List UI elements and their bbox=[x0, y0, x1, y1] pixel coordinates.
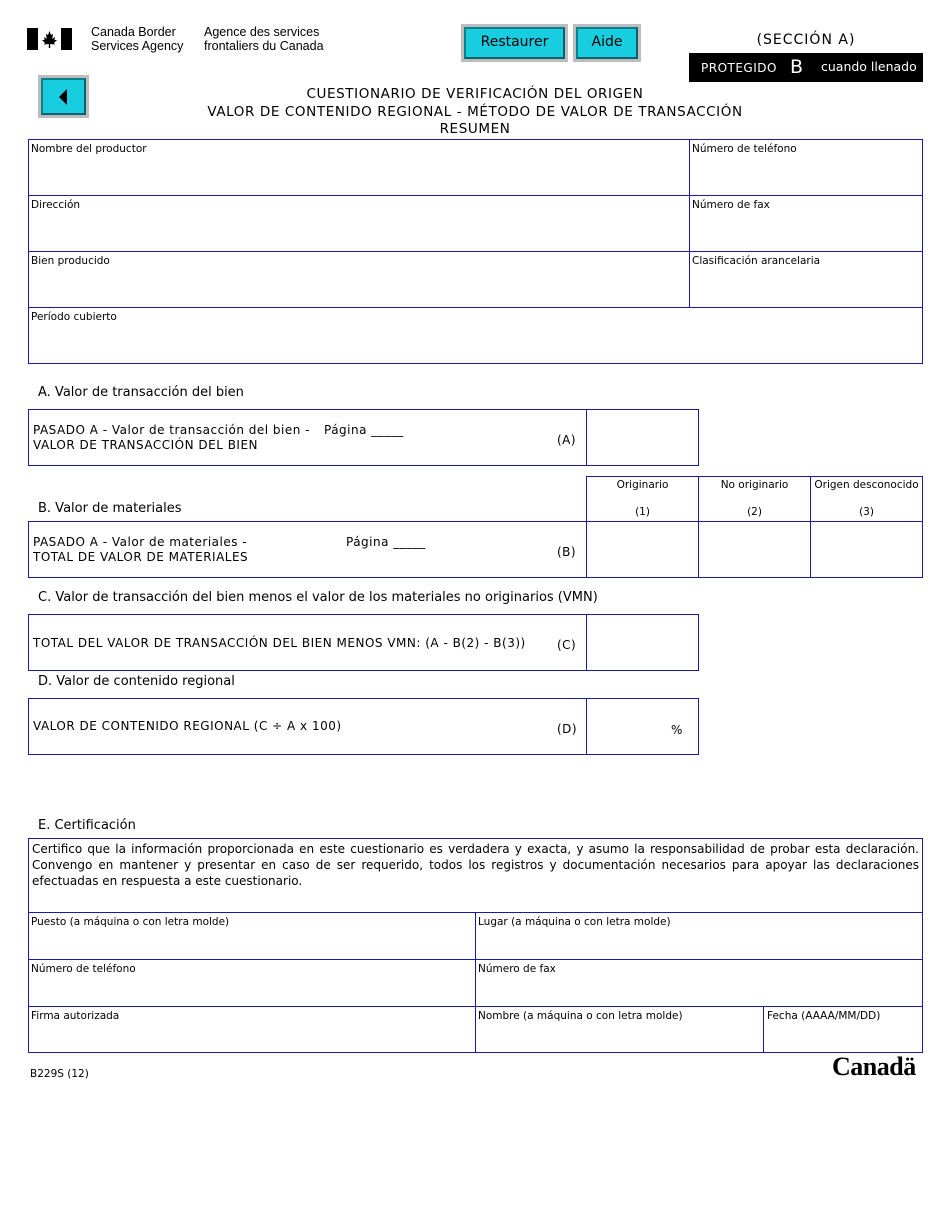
section-label: (SECCIÓN A) bbox=[756, 32, 856, 48]
agency-name-fr bbox=[204, 25, 324, 53]
address-label: Dirección bbox=[31, 199, 81, 211]
section-a-line2: VALOR DE TRANSACCIÓN DEL BIEN bbox=[33, 438, 259, 452]
section-a-heading: A. Valor de transacción del bien bbox=[38, 385, 244, 400]
protected-level: B bbox=[790, 56, 804, 78]
agency-en-line2: Services Agency bbox=[91, 39, 184, 53]
protected-label: PROTEGIDO bbox=[701, 61, 777, 75]
col-unknown-num: (3) bbox=[859, 506, 874, 518]
period-covered-label: Período cubierto bbox=[31, 311, 117, 323]
date-label: Fecha (AAAA/MM/DD) bbox=[767, 1010, 881, 1022]
position-label: Puesto (a máquina o con letra molde) bbox=[31, 916, 230, 928]
section-d-heading: D. Valor de contenido regional bbox=[38, 674, 235, 689]
section-c-heading: C. Valor de transacción del bien menos el valor de los materiales no originarios (VMN) bbox=[38, 590, 598, 605]
form-number: B229S (12) bbox=[30, 1068, 89, 1080]
section-a-page: Página _____ bbox=[324, 423, 404, 437]
help-button[interactable] bbox=[573, 24, 641, 62]
percent-sign: % bbox=[671, 723, 683, 737]
agency-fr-line1: Agence des services bbox=[204, 25, 320, 39]
section-b-line1: PASADO A - Valor de materiales - bbox=[33, 535, 248, 549]
address-field[interactable] bbox=[28, 195, 690, 252]
protected-banner bbox=[689, 53, 923, 82]
tariff-classification-label: Clasificación arancelaria bbox=[692, 255, 821, 267]
section-b-line2: TOTAL DE VALOR DE MATERIALES bbox=[33, 550, 249, 564]
certification-text: Certifico que la información proporcionada en este cuestionario es verdadera y exacta, y asumo la responsabilidad de probar esta declaración. Convengo en mantener y presentar en caso de ser requerido, todos los registros y documentación necesarios para apoyar las declaraciones efectuadas en respuesta a este cuestionario. bbox=[32, 842, 919, 888]
section-d-code: (D) bbox=[557, 722, 578, 736]
help-button-label: Aide bbox=[576, 27, 638, 59]
col-nonoriginating-name: No originario bbox=[720, 479, 789, 491]
agency-en-line1: Canada Border bbox=[91, 25, 176, 39]
section-b-code: (B) bbox=[557, 545, 577, 559]
producer-fax-label: Número de fax bbox=[692, 199, 770, 211]
section-d-line: VALOR DE CONTENIDO REGIONAL (C ÷ A x 100) bbox=[33, 719, 342, 733]
name-label: Nombre (a máquina o con letra molde) bbox=[478, 1010, 683, 1022]
agency-name-en bbox=[91, 25, 183, 53]
total-minus-vmn-input[interactable] bbox=[586, 614, 699, 671]
canada-flag-icon bbox=[27, 28, 72, 50]
section-e-heading: E. Certificación bbox=[38, 818, 136, 833]
section-b-heading: B. Valor de materiales bbox=[38, 501, 182, 516]
restore-button-label: Restaurer bbox=[464, 27, 565, 59]
good-produced-field[interactable] bbox=[28, 251, 690, 308]
producer-phone-label: Número de teléfono bbox=[692, 143, 797, 155]
section-c-code: (C) bbox=[557, 638, 577, 652]
agency-fr-line2: frontaliers du Canada bbox=[204, 39, 324, 53]
good-produced-label: Bien producido bbox=[31, 255, 110, 267]
restore-button[interactable] bbox=[461, 24, 568, 62]
canada-wordmark: Canadä bbox=[832, 1052, 916, 1081]
section-c-line: TOTAL DEL VALOR DE TRANSACCIÓN DEL BIEN MENOS VMN: (A - B(2) - B(3)) bbox=[33, 636, 526, 650]
materials-originating-input[interactable] bbox=[586, 521, 699, 578]
protected-suffix: cuando llenado bbox=[821, 59, 917, 74]
col-unknown-name: Origen desconocido bbox=[814, 479, 919, 491]
cert-fax-label: Número de fax bbox=[478, 963, 556, 975]
period-covered-field[interactable] bbox=[28, 307, 923, 364]
transaction-value-input[interactable] bbox=[586, 409, 699, 466]
section-a-code: (A) bbox=[557, 433, 577, 447]
form-title-line1: CUESTIONARIO DE VERIFICACIÓN DEL ORIGEN bbox=[306, 86, 644, 102]
section-b-page: Página _____ bbox=[346, 535, 426, 549]
col-originating-name: Originario bbox=[616, 479, 669, 491]
cert-phone-label: Número de teléfono bbox=[31, 963, 136, 975]
form-title-line2: VALOR DE CONTENIDO REGIONAL - MÉTODO DE VALOR DE TRANSACCIÓN bbox=[207, 104, 743, 120]
materials-unknown-input[interactable] bbox=[810, 521, 923, 578]
materials-nonoriginating-input[interactable] bbox=[698, 521, 811, 578]
signature-label: Firma autorizada bbox=[31, 1010, 120, 1022]
col-nonoriginating-num: (2) bbox=[747, 506, 762, 518]
form-title-line3: RESUMEN bbox=[439, 121, 511, 137]
producer-name-label: Nombre del productor bbox=[31, 143, 147, 155]
place-label: Lugar (a máquina o con letra molde) bbox=[478, 916, 671, 928]
section-a-line1: PASADO A - Valor de transacción del bien - bbox=[33, 423, 310, 437]
col-originating-num: (1) bbox=[635, 506, 650, 518]
